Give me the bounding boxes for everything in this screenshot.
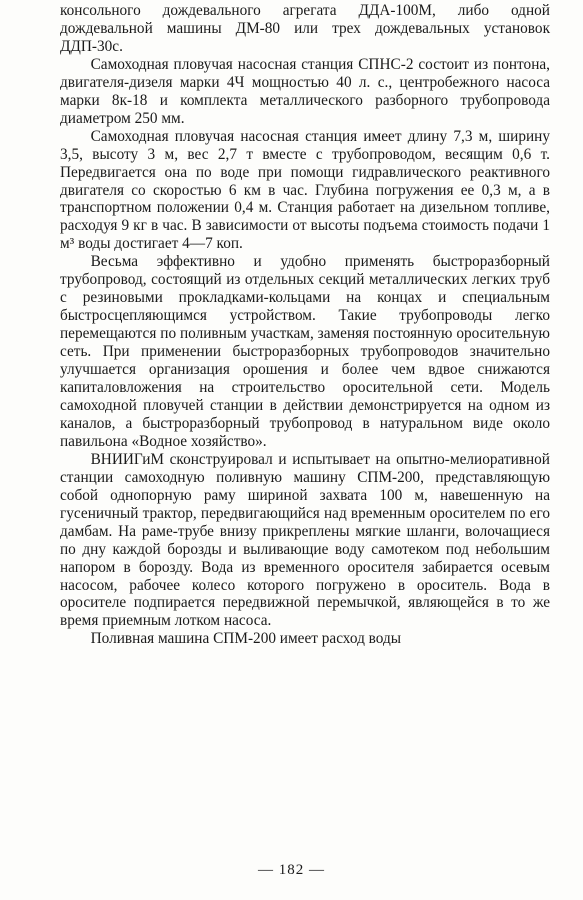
paragraph-6: Поливная машина СПМ-200 имеет расход воды [90,630,402,648]
page-number: — 182 — [258,862,325,878]
paragraph-2: Самоходная пловучая насосная станция СПНС-2 состоит из понтона, двигателя-дизеля марки 4Ч мощностью 40 л. с., центробежного насоса марки 8к-18 и комплекта металлического разборного трубопровода диаметром 250 мм. [60,55,550,127]
paragraph-3: Самоходная пловучая насосная станция имеет длину 7,3 м, ширину 3,5, высоту 3 м, вес 2,7 т вместе с трубопроводом, весящим 0,6 т. Передвигается она по воде при помощи гидравлического реактивного двигателя со скоростью 6 км в час. Глубина погружения ее 0,3 м, а в транспортном положении 0,4 м. Станция работает на дизельном топливе, расходуя 9 кг в час. В зависимости от высоты подъема стоимость подачи 1 м³ воды достигает 4—7 коп. [60,127,550,253]
paragraph-4: Весьма эффективно и удобно применять быстроразборный трубопровод, состоящий из отдельных секций металлических легких труб с резиновыми прокладками-кольцами на концах и специальным быстросцепляющимся устройством. Такие трубопроводы легко перемещаются по поливным участкам, заменяя постоянную оросительную сеть. При применении быстроразборных трубопроводов значительно улучшается организация орошения и более чем вдвое снижаются капиталовложения на строительство оросительной сети. Модель самоходной пловучей станции в действии демонстрируется на одном из каналов, а быстроразборный трубопровод в натуральном виде около павильона «Водное хозяйство». [60,253,550,450]
paragraph-5: ВНИИГиМ сконструировал и испытывает на опытно-мелиоративной станции самоходную поливную машину СПМ-200, представляющую собой однопорную раму шириной захвата 100 м, навешенную на гусеничный трактор, передвигающийся над временным оросителем по его дамбам. На раме-трубе внизу прикреплены мягкие шланги, волочащиеся по дну каждой борозды и выливающие воду самотеком под небольшим напором в борозду. Вода из временного оросителя забирается осевым насосом, рабочее колесо которого погружено в ороситель. Вода в оросителе подпирается передвижной перемычкой, являющейся в то же время приемным лотком насоса. [60,450,550,630]
body-text [60,2,550,648]
paragraph-1: консольного дождевального агрегата ДДА-100М, либо одной дождевальной машины ДМ-80 или трех дождевальных установок ДДП-30с. [60,2,550,55]
